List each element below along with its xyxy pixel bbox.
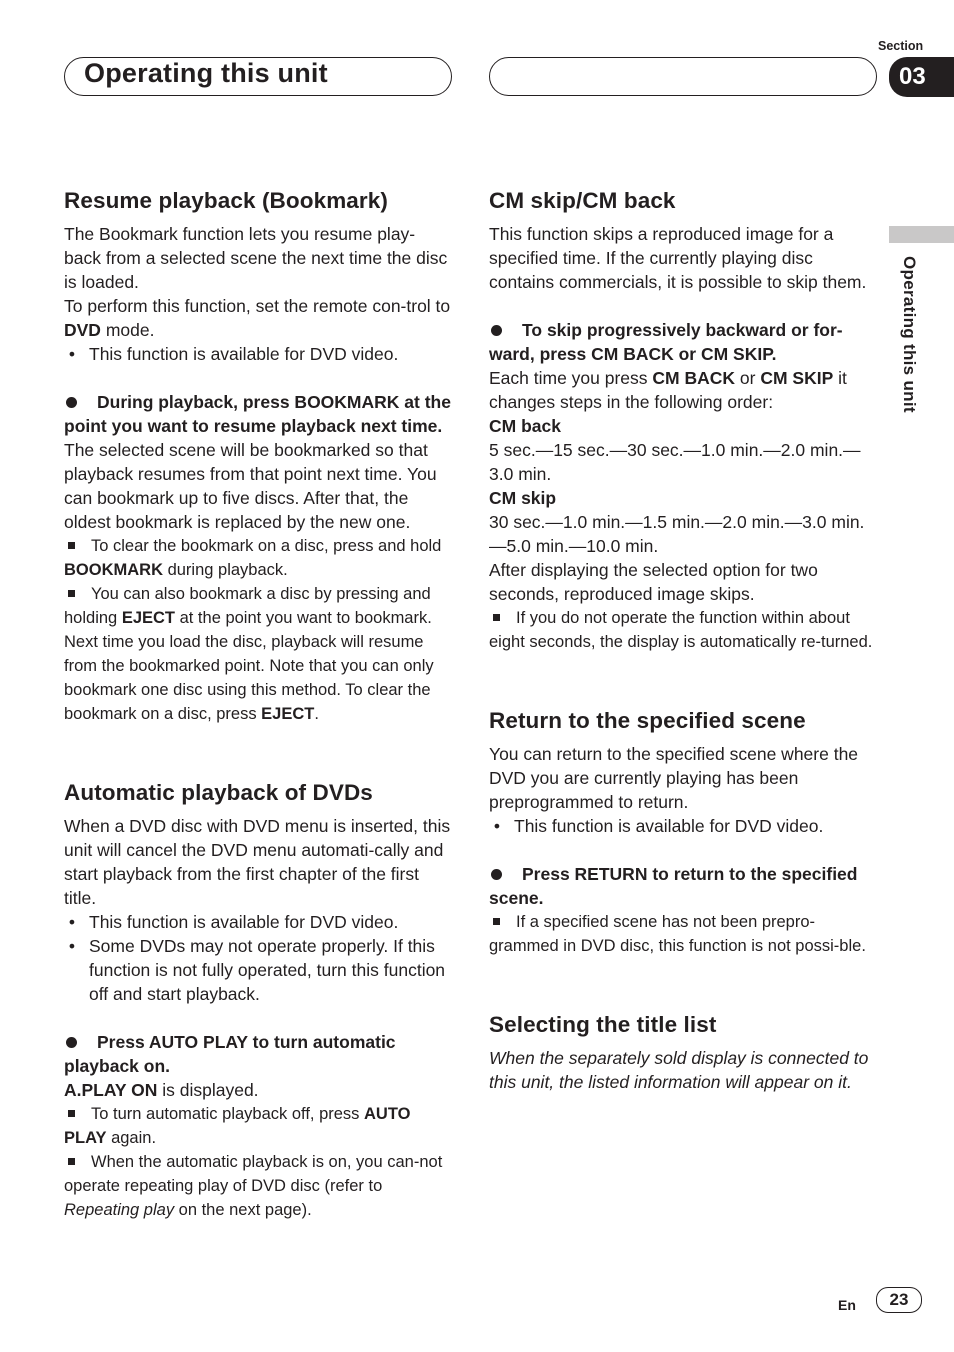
bookmark-setup: To perform this function, set the remote con-trol to DVD mode. — [64, 296, 451, 340]
return-bullet: • This function is available for DVD video. — [489, 816, 824, 836]
autoplay-heading: Automatic playback of DVDs — [64, 780, 373, 805]
cmback-subheading: CM back — [489, 416, 561, 436]
autoplay-bullet-2: • Some DVDs may not operate properly. If this function is not fully operated, turn this function off and start playback. — [64, 936, 446, 1004]
bullet-dot-icon: • — [64, 936, 75, 956]
step-bullet-icon — [491, 869, 502, 880]
note-square-icon — [68, 1110, 75, 1117]
bullet-dot-icon: • — [64, 912, 75, 932]
cmback-sequence: 5 sec.—15 sec.—30 sec.—1.0 min.—2.0 min.—3.0 min. — [489, 440, 861, 484]
section-number: 03 — [889, 57, 954, 97]
note-square-icon — [68, 542, 75, 549]
return-note: If a specified scene has not been prepro-grammed in DVD disc, this function is not possi-ble. — [489, 913, 866, 955]
note-square-icon — [68, 590, 75, 597]
autoplay-result: A.PLAY ON is displayed. — [64, 1080, 259, 1100]
bookmark-step: During playback, press BOOKMARK at the point you want to resume playback next time. — [64, 392, 451, 436]
left-column — [64, 186, 452, 1222]
step-bullet-icon — [66, 1037, 77, 1048]
return-intro: You can return to the specified scene where the DVD you are currently playing has been preprogrammed to return. — [489, 744, 859, 812]
bookmark-bullet: • This function is available for DVD video. — [64, 344, 399, 364]
cmskip-explain: Each time you press CM BACK or CM SKIP it changes steps in the following order: — [489, 368, 847, 412]
blank-header-frame — [489, 57, 877, 96]
autoplay-step: Press AUTO PLAY to turn automatic playback on. — [64, 1032, 396, 1076]
autoplay-note-2: When the automatic playback is on, you can-not operate repeating play of DVD disc (refer to Repeating play on the next page). — [64, 1153, 443, 1219]
note-square-icon — [68, 1158, 75, 1165]
autoplay-bullet-1: • This function is available for DVD video. — [64, 912, 399, 932]
bullet-dot-icon: • — [64, 344, 75, 364]
cmskip-intro: This function skips a reproduced image for a specified time. If the currently playing disc contains commercials, it is possible to skip them. — [489, 224, 867, 292]
cmskip-step: To skip progressively backward or for-ward, press CM BACK or CM SKIP. — [489, 320, 843, 364]
language-code: En — [838, 1297, 856, 1313]
step-bullet-icon — [66, 397, 77, 408]
bookmark-note-2: You can also bookmark a disc by pressing and holding EJECT at the point you want to bookmark. Next time you load the disc, playback will resume from the bookmarked point. Note that you can only bookmark one disc using this method. To clear the bookmark on a disc, press EJECT. — [64, 585, 434, 723]
bullet-dot-icon: • — [489, 816, 500, 836]
cmskip-subheading: CM skip — [489, 488, 557, 508]
autoplay-note-1: To turn automatic playback off, press AUTO PLAY again. — [64, 1105, 411, 1147]
return-heading: Return to the specified scene — [489, 708, 806, 733]
bookmark-heading: Resume playback (Bookmark) — [64, 188, 388, 213]
cmskip-heading: CM skip/CM back — [489, 188, 676, 213]
bookmark-note-1: To clear the bookmark on a disc, press and hold BOOKMARK during playback. — [64, 537, 442, 579]
autoplay-intro: When a DVD disc with DVD menu is inserted, this unit will cancel the DVD menu automati-cally and start playback from the first chapter of the first title. — [64, 816, 451, 908]
cmskip-after: After displaying the selected option for two seconds, reproduced image skips. — [489, 560, 818, 604]
note-square-icon — [493, 614, 500, 621]
return-step: Press RETURN to return to the specified scene. — [489, 864, 858, 908]
section-label: Section — [878, 39, 924, 53]
right-column — [489, 186, 877, 1094]
cmskip-sequence: 30 sec.—1.0 min.—1.5 min.—2.0 min.—3.0 min.—5.0 min.—10.0 min. — [489, 512, 865, 556]
page-title: Operating this unit — [84, 58, 328, 88]
titlelist-heading: Selecting the title list — [489, 1012, 717, 1037]
page-number: 23 — [876, 1287, 922, 1313]
titlelist-intro: When the separately sold display is connected to this unit, the listed information will appear on it. — [489, 1048, 869, 1092]
bookmark-intro: The Bookmark function lets you resume play-back from a selected scene the next time the disc is loaded. — [64, 224, 448, 292]
cmskip-note: If you do not operate the function within about eight seconds, the display is automatically re-turned. — [489, 609, 873, 651]
note-square-icon — [493, 918, 500, 925]
bookmark-result: The selected scene will be bookmarked so that playback resumes from that point next time. You can bookmark up to five discs. After that, the oldest bookmark is replaced by the new one. — [64, 440, 437, 532]
side-tab-marker — [889, 226, 954, 243]
step-bullet-icon — [491, 325, 502, 336]
side-tab-label: Operating this unit — [900, 256, 919, 413]
